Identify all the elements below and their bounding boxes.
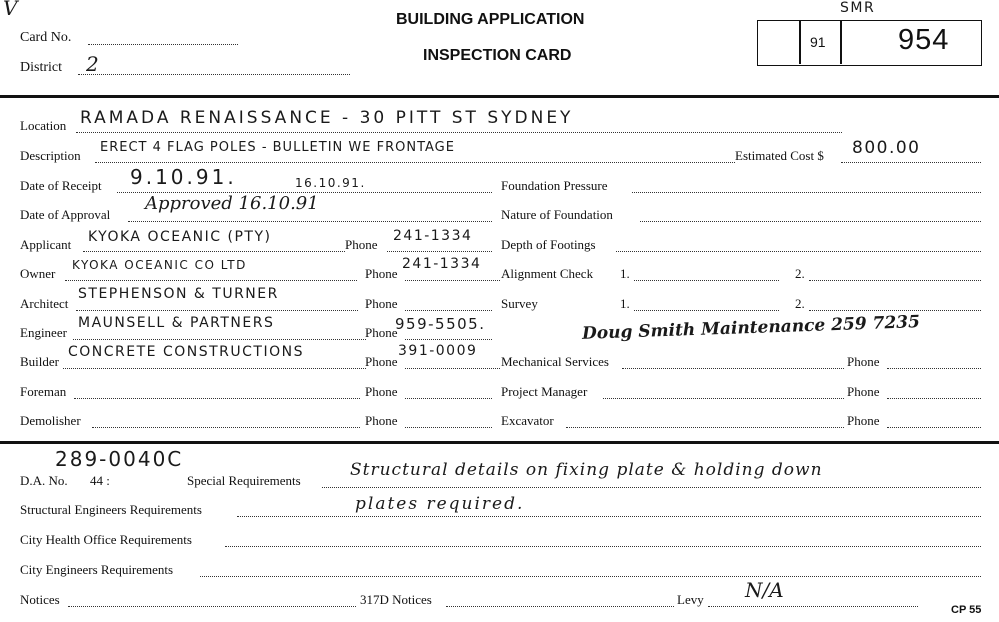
special-requirements-value: Structural details on fixing plate & holding down [350,460,823,480]
architect-phone-label: Phone [365,296,398,311]
project-manager-phone-field[interactable] [887,398,981,399]
structural-field[interactable] [237,516,981,517]
nature-label: Nature of Foundation [501,207,613,222]
special-requirements-label: Special Requirements [187,473,301,488]
box-small-number: 91 [810,34,826,50]
builder-phone-label: Phone [365,354,398,369]
top-rule [0,95,999,98]
foundation-pressure-label: Foundation Pressure [501,178,608,193]
receipt-value: 9.10.91. [130,165,237,189]
form-title: BUILDING APPLICATION [396,11,585,28]
district-value: 2 [86,52,99,76]
owner-phone-field[interactable] [405,280,500,281]
city-engineers-label: City Engineers Requirements [20,562,174,577]
survey-2-field[interactable] [809,310,981,311]
health-field[interactable] [225,546,981,547]
location-field[interactable] [76,132,842,133]
alignment-2-field[interactable] [809,280,981,281]
demolisher-phone-label: Phone [365,413,398,428]
applicant-value: KYOKA OCEANIC (PTY) [88,229,272,245]
depth-label: Depth of Footings [501,237,596,252]
corner-mark: V [3,0,18,20]
foreman-phone-field[interactable] [405,398,492,399]
da-handwritten-number: 289-0040C [55,447,184,471]
applicant-phone-value: 241-1334 [393,228,473,244]
levy-label: Levy [677,592,704,607]
da-prefix: 44 : [90,473,110,488]
builder-label: Builder [20,354,59,369]
project-manager-phone-label: Phone [847,384,880,399]
engineer-label: Engineer [20,325,67,340]
project-manager-field[interactable] [603,398,844,399]
special-requirements-field[interactable] [322,487,981,488]
alignment-1-field[interactable] [634,280,779,281]
depth-field[interactable] [616,251,981,252]
architect-value: STEPHENSON & TURNER [78,286,279,302]
applicant-label: Applicant [20,237,72,252]
excavator-phone-label: Phone [847,413,880,428]
mechanical-phone-label: Phone [847,354,880,369]
applicant-field[interactable] [83,251,345,252]
architect-field[interactable] [76,310,358,311]
foreman-label: Foreman [20,384,67,399]
foreman-field[interactable] [74,398,360,399]
owner-field[interactable] [65,280,357,281]
architect-phone-field[interactable] [405,310,492,311]
description-field[interactable] [95,162,735,163]
owner-phone-label: Phone [365,266,398,281]
builder-phone-field[interactable] [405,368,500,369]
da-label: D.A. No. [20,473,68,488]
alignment-1-label: 1. [620,266,630,281]
location-value: RAMADA RENAISSANCE - 30 PITT ST SYDNEY [80,108,574,128]
middle-rule [0,441,999,444]
box-divider [840,21,842,64]
excavator-field[interactable] [566,427,844,428]
engineer-phone-field[interactable] [405,339,492,340]
engineer-phone-label: Phone [365,325,398,340]
owner-value: KYOKA OCEANIC CO LTD [72,258,247,272]
owner-phone-value: 241-1334 [402,256,482,272]
foundation-pressure-field[interactable] [632,192,981,193]
applicant-phone-label: Phone [345,237,378,252]
mechanical-field[interactable] [622,368,844,369]
levy-value: N/A [745,578,784,602]
engineer-phone-value: 959-5505. [395,315,486,333]
alignment-2-label: 2. [795,266,805,281]
structural-label: Structural Engineers Requirements [20,502,202,517]
nature-field[interactable] [640,221,981,222]
approval-value: Approved 16.10.91 [145,193,319,214]
survey-2-label: 2. [795,296,805,311]
alignment-label: Alignment Check [501,266,594,281]
foreman-phone-label: Phone [365,384,398,399]
mechanical-label: Mechanical Services [501,354,609,369]
box-number: 954 [898,24,950,56]
notices-317d-label: 317D Notices [360,592,432,607]
special-requirements-value-line2: plates required. [355,494,525,514]
engineer-field[interactable] [73,339,366,340]
card-no-field[interactable] [88,44,238,45]
card-number-box [757,20,982,66]
applicant-phone-field[interactable] [387,251,492,252]
location-label: Location [20,118,67,133]
estimated-cost-value: 800.00 [852,138,921,158]
mechanical-phone-field[interactable] [887,368,981,369]
form-subtitle: INSPECTION CARD [423,47,572,64]
builder-field[interactable] [63,368,366,369]
notices-field[interactable] [68,606,356,607]
estimated-cost-field[interactable] [841,162,981,163]
description-label: Description [20,148,81,163]
district-label: District [20,60,62,75]
demolisher-phone-field[interactable] [405,427,492,428]
form-code: CP 55 [951,604,982,616]
description-value: ERECT 4 FLAG POLES - BULLETIN WE FRONTAGE [100,140,455,155]
notices-label: Notices [20,592,60,607]
architect-label: Architect [20,296,69,311]
card-no-label: Card No. [20,30,72,45]
notices-317d-field[interactable] [446,606,674,607]
demolisher-label: Demolisher [20,413,81,428]
survey-1-label: 1. [620,296,630,311]
owner-label: Owner [20,266,56,281]
approval-field[interactable] [128,221,492,222]
excavator-phone-field[interactable] [887,427,981,428]
approval-label: Date of Approval [20,207,111,222]
city-engineers-field[interactable] [200,576,981,577]
survey-label: Survey [501,296,538,311]
engineer-value: MAUNSELL & PARTNERS [78,315,275,331]
excavator-label: Excavator [501,413,554,428]
builder-value: CONCRETE CONSTRUCTIONS [68,344,304,360]
demolisher-field[interactable] [92,427,360,428]
estimated-cost-label: Estimated Cost $ [735,148,824,163]
project-manager-label: Project Manager [501,384,588,399]
receipt-label: Date of Receipt [20,178,102,193]
district-field[interactable] [78,74,350,75]
levy-field[interactable] [708,606,918,607]
health-label: City Health Office Requirements [20,532,192,547]
box-divider [799,21,801,64]
receipt-extra: 16.10.91. [295,176,366,190]
box-code: SMR [840,0,876,16]
builder-phone-value: 391-0009 [398,343,478,359]
survey-1-field[interactable] [634,310,779,311]
maintenance-note: Doug Smith Maintenance 259 7235 [581,312,921,344]
